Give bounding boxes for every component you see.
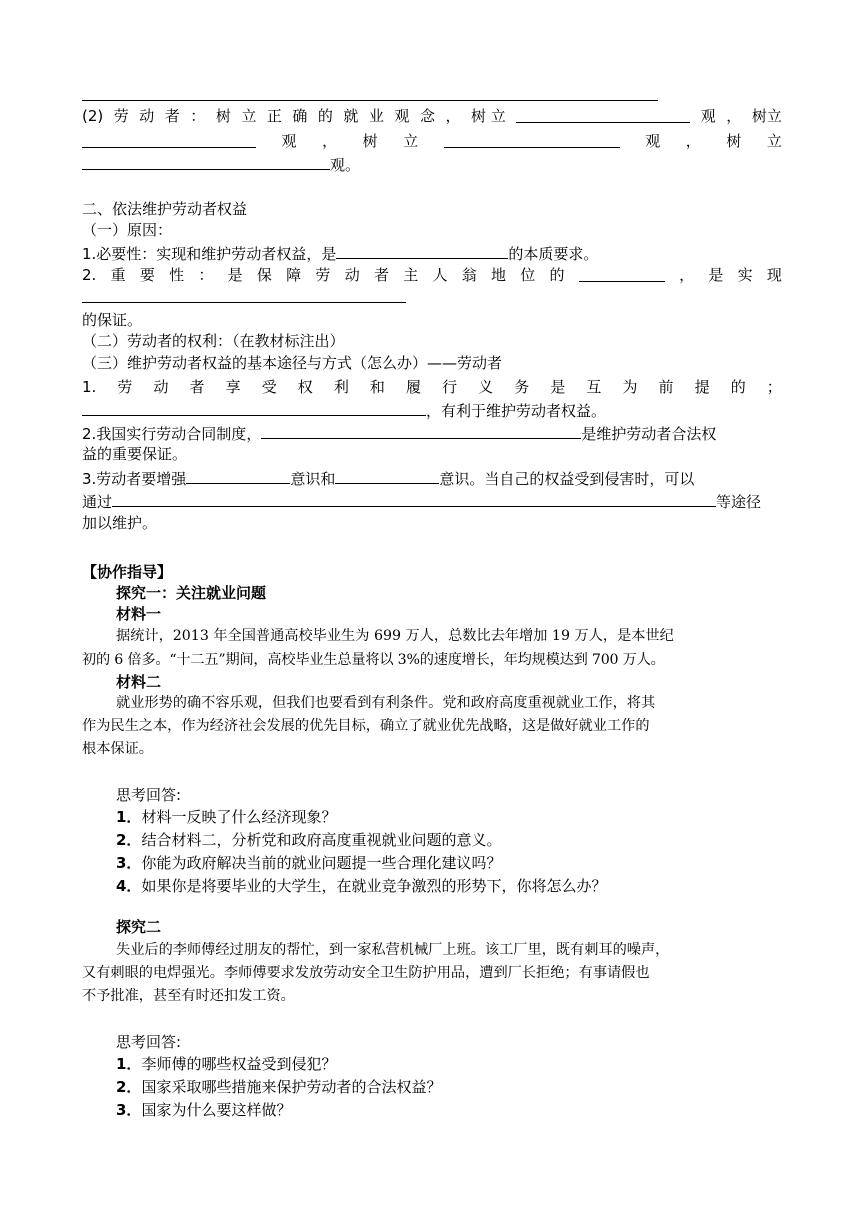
material1-line2: 初的 6 倍多。“十二五”期间，高校毕业生总量将以 3%的速度增长，年均规模达到 700 万人。 — [82, 652, 665, 668]
q1-item-3: 3．你能为政府解决当前的就业问题提一些合理化建议吗？ — [116, 854, 502, 872]
item2-w11: 观 — [394, 107, 410, 125]
section-title: 二、依法维护劳动者权益 — [82, 200, 248, 218]
ways-heading: （三）维护劳动者权益的基本途径与方式（怎么办）——劳动者 — [82, 354, 503, 372]
row2b-w2: 树 — [726, 132, 742, 150]
item2-w0: 劳 — [113, 107, 129, 125]
blank-view-1[interactable] — [516, 106, 690, 123]
blank-importance-2[interactable] — [82, 302, 406, 303]
importance-end: 的保证。 — [82, 311, 143, 329]
material1-title: 材料一 — [116, 605, 162, 623]
item2-w12: 念 — [419, 107, 435, 125]
necessity-line: 1.必要性：实现和维护劳动者权益，是 的本质要求。 — [82, 242, 782, 264]
think2-label: 思考回答: — [116, 1033, 182, 1051]
reason-heading: （一）原因： — [82, 221, 173, 239]
blank-necessity[interactable] — [336, 242, 508, 259]
material2-line2: 作为民生之本，作为经济社会发展的优先目标，确立了就业优先战略，这是做好就业工作的 — [82, 718, 650, 734]
inquiry2-line1: 失业后的李师傅经过朋友的帮忙，到一家私营机械厂上班。该工厂里，既有刺耳的噪声， — [116, 942, 670, 958]
item2-w5: 立 — [241, 107, 257, 125]
row2-w1: ， — [322, 132, 338, 150]
way2-cont: 益的重要保证。 — [82, 445, 188, 463]
rights-heading: （二）劳动者的权利：（在教材标注出） — [82, 332, 345, 350]
item2-w7: 确 — [292, 107, 308, 125]
blank-way1[interactable] — [82, 399, 426, 416]
blank-view-2[interactable] — [82, 131, 256, 148]
way1-line2: ，有利于维护劳动者权益。 — [82, 399, 782, 421]
inquiry2-title: 探究二 — [116, 918, 162, 936]
material2-title: 材料二 — [116, 673, 162, 691]
q2-item-1: 1．李师傅的哪些权益受到侵犯？ — [116, 1055, 337, 1073]
importance-line: 2. 重 要 性 ： 是 保 障 劳 动 者 主 人 翁 地 位 的 ， 是 实 现 — [82, 266, 782, 284]
item2-row2 — [82, 131, 782, 151]
item2-w2: 者 — [164, 107, 180, 125]
row2-w2: 树 — [362, 132, 378, 150]
q1-item-4: 4．如果你是将要毕业的大学生，在就业竞争激烈的形势下，你将怎么办？ — [116, 877, 607, 895]
q2-item-2: 2．国家采取哪些措施来保护劳动者的合法权益？ — [116, 1078, 442, 1096]
way2-line: 2.我国实行劳动合同制度， 是维护劳动者合法权 — [82, 422, 782, 444]
item2-row3 — [82, 153, 782, 175]
q2-item-3: 3．国家为什么要这样做？ — [116, 1101, 292, 1119]
blank-view-4[interactable] — [82, 153, 330, 170]
item2-w9: 就 — [343, 107, 359, 125]
coop-title: 【协作指导】 — [82, 563, 173, 581]
row2-w3: 立 — [403, 132, 419, 150]
item2-w10: 业 — [368, 107, 384, 125]
q1-item-1: 1．材料一反映了什么经济现象？ — [116, 808, 337, 826]
inquiry2-line3: 不予批准，甚至有时还扣发工资。 — [82, 988, 295, 1004]
blank-view-3[interactable] — [444, 131, 620, 148]
guan-end: 观。 — [330, 156, 361, 174]
way3-line: 3.劳动者要增强 意识和 意识。当自己的权益受到侵害时，可以 — [82, 467, 782, 489]
item2-w14-15: 树 立 — [470, 107, 506, 125]
row2b-w0: 观 — [645, 132, 661, 150]
blank-way3a[interactable] — [186, 467, 290, 484]
blank-way3b[interactable] — [335, 467, 439, 484]
row2b-w1: ， — [685, 132, 701, 150]
item2-label: (2) — [82, 107, 104, 125]
item2-comma: ， — [726, 107, 742, 125]
blank-importance-1[interactable] — [579, 265, 665, 282]
material1-line1: 据统计，2013 年全国普通高校毕业生为 699 万人，总数比去年增加 19 万人，是本世纪 — [116, 628, 674, 644]
q1-item-2: 2．结合材料二，分析党和政府高度重视就业问题的意义。 — [116, 831, 502, 849]
way3-line2: 通过 等途径 — [82, 490, 782, 512]
material2-line3: 根本保证。 — [82, 741, 153, 757]
item2-shuli: 树立 — [751, 107, 782, 125]
item2-w3: ： — [190, 107, 206, 125]
item2-w8: 的 — [317, 107, 333, 125]
item2-guan: 观 — [700, 107, 716, 125]
item2-w4: 树 — [215, 107, 231, 125]
think1-label: 思考回答: — [116, 786, 182, 804]
item2-w1: 动 — [139, 107, 155, 125]
item2-w6: 正 — [266, 107, 282, 125]
inquiry2-line2: 又有刺眼的电焊强光。李师傅要求发放劳动安全卫生防护用品，遭到厂长拒绝；有事请假也 — [82, 965, 650, 981]
row2-w0: 观 — [281, 132, 297, 150]
blank-way3c[interactable] — [112, 490, 716, 507]
way1-line: 1. 劳 动 者 享 受 权 利 和 履 行 义 务 是 互 为 前 提 的 ； — [82, 378, 782, 396]
item2-row1 — [82, 106, 782, 126]
item2-w13: ， — [445, 107, 461, 125]
material2-line1: 就业形势的确不容乐观，但我们也要看到有利条件。党和政府高度重视就业工作，将其 — [116, 695, 656, 711]
way3-cont: 加以维护。 — [82, 514, 158, 532]
top-blank-line — [82, 100, 658, 101]
inquiry1-title: 探究一：关注就业问题 — [116, 584, 267, 602]
blank-way2[interactable] — [261, 422, 581, 439]
row2b-w3: 立 — [766, 132, 782, 150]
